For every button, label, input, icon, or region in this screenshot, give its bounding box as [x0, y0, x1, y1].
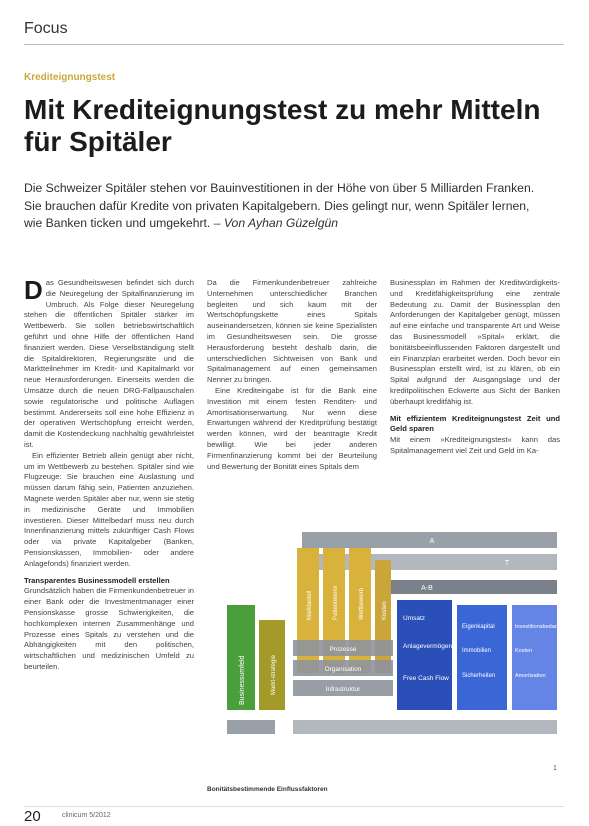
blue2-item-1: Eigenkapital: [462, 624, 495, 630]
col1-paragraph-2: Ein effizienter Betrieb allein genügt aber nicht, um im Wettbewerb zu bestehen. Spitäler sind wie Flugzeuge: Sie brauchen eine Auslastung und müssen darum fähig sein, Patienten anzuziehen. Magnete werden Spitäler aber nur, wenn sie stetig in medizinische Geräte und Immobilien investieren. Dieser Mittelbedarf muss neu durch Innenfinanzierung mittels zukünftiger Cash Flows oder via private Kapitalgeber (Banken, Pensionskassen, Immobilien- oder andere Anlagefonds) finanziert werden.: [24, 450, 194, 568]
green-block-label: Businessumfeld: [239, 655, 246, 705]
col2-paragraph-1: Da die Firmenkundenbetreuer zahlreiche Unternehmen unterschiedlicher Branchen begleiten und sich kaum mit der Wertschöpfungskette eines Spitals auseinandersetzen, können sie keine Spezialisten im Gesundheitswesen sein. Die grosse Herausforderung besteht deshalb darin, die unterschiedlichen Sichtweisen von Bank und Spitalmanagement auf einen gemeinsamen Nenner zu bringen.: [207, 278, 377, 385]
gold-bar-3-label: Wettbewerb: [359, 588, 365, 620]
drop-cap: D: [24, 275, 43, 305]
blue3-item-2: Kosten: [515, 648, 533, 654]
kicker: Krediteignungstest: [24, 72, 116, 83]
magazine-issue: clinicum 5/2012: [62, 812, 111, 819]
blue-block-3: [512, 605, 557, 710]
middle-row-3-label: Infrastruktur: [325, 686, 361, 693]
col3-paragraph-1: Businessplan im Rahmen der Kreditwürdigkeits- und Kreditfähigkeitsprüfung eine zentrale Bedeutung zu. Damit der Businessplan den Anforderungen der Kapitalgeber genügt, müssen auf eine einfache und transparente Art und Weise das Businessmodell »Spital« erklärt, die bonitätsbeeinflussenden Faktoren dargestellt und ein Finanzplan erarbeitet werden. Doch bevor ein Businessplan erstellt wird, ist zu klären, ob ein Spital aufgrund der Ausgangslage und der kreditpolitischen Eckwerte aus Sicht der Banken überhaupt kreditfähig ist.: [390, 278, 560, 406]
col3-subhead: Mit effizientem Krediteignungstest Zeit und Geld sparen: [390, 413, 560, 434]
bottom-band-left: [227, 720, 275, 734]
olive-block-label: Markt-strategie: [271, 654, 277, 695]
lead-text: Die Schweizer Spitäler stehen vor Bauinvestitionen in der Höhe von über 5 Milliarden Franken. Sie brauchen dafür Kredite von privaten Kapitalgebern. Dies gelingt nur, wenn Spitäler lernen, wie Banken ticken und umgekehrt.: [24, 181, 535, 230]
column-3: [390, 278, 560, 457]
gold-bar-2-label: Patientenmix: [333, 585, 339, 620]
blue1-item-1: Umsatz: [403, 615, 426, 622]
band-ab: [387, 580, 557, 594]
figure-caption: Bonitätsbestimmende Einflussfaktoren: [207, 786, 328, 793]
blue2-item-3: Sicherheiten: [462, 673, 496, 679]
lead-paragraph: [24, 180, 544, 233]
section-title: Focus: [24, 20, 68, 37]
footer-rule: [24, 806, 564, 807]
blue2-item-2: Immobilien: [462, 648, 492, 654]
blue3-item-3: Amortisation: [515, 673, 546, 679]
headline: Mit Krediteignungstest zu mehr Mitteln für Spitäler: [24, 94, 541, 157]
blue3-item-1: Investitionsbedarf: [515, 624, 559, 630]
gold-bar-4-label: Kosten: [382, 601, 388, 620]
gold-bar-1-label: Marktanteil: [307, 590, 313, 620]
band-a-label: A: [429, 538, 435, 545]
col3-paragraph-2: Mit einem »Krediteignungstest« kann das Spitalmanagement viel Zeit und Geld im Ka-: [390, 435, 560, 455]
diagram-figure: [207, 520, 562, 782]
figure-number: 1: [553, 765, 557, 772]
blue-block-2: [457, 605, 507, 710]
diagram-svg: [207, 520, 562, 782]
col1-paragraph-3: Grundsätzlich haben die Firmenkundenbetreuer in einer Bank oder die Investmentmanager einer Pensionskasse grosse Schwierigkeiten, die hochkomplexen internen Zusammenhänge und Prozesse eines Spitals zu verstehen und die Abhängigkeiten mit den politischen, wirtschaftlichen und medizinischen Umfeld zu beurteilen.: [24, 586, 194, 671]
column-2: [207, 278, 377, 472]
blue1-item-2: Anlagevermögen: [403, 643, 453, 650]
col1-paragraph-1: as Gesundheitswesen befindet sich durch die Neuregelung der Spitalfinanzierung im Umbruch. Als Folge dieser Neuregelung stehen die öffentlichen Spitäler stärker im Wettbewerb. Sie sollen betriebswirtschaftlich geführt und ohne Hilfe der öffentlichen Hand finanziert werden. Diese Verselbständigung stellt die Spitaldirektoren, Regierungsräte und die Marktteilnehmer im Kredit- und Kapitalmarkt vor neue Herausforderungen. Einerseits werden die Umsätze durch die neuen DRG-Fallpauschalen sowie regulatorische und politische Auflagen bestimmt. Andererseits soll eine hohe Effizienz in der operativen Wertschöpfung erreicht werden, damit die Kostendeckung nachhaltig gewährleistet ist.: [24, 278, 194, 449]
middle-row-2-label: Organisation: [324, 666, 362, 673]
band-t-label: T: [504, 560, 510, 567]
band-ab-label: A-B: [421, 585, 433, 592]
blue1-item-3: Free Cash Flow: [403, 675, 449, 682]
top-rule: [24, 44, 564, 45]
col2-paragraph-2: Eine Krediteingabe ist für die Bank eine Investition mit einem festen Renditen- und Amortisationserwartung. Nur wenn diese Erwartungen während der Kreditprüfung bestätigt werden können, wird der beantragte Kredit bewilligt. Wie bei jeder anderen Firmenfinanzierung kommt bei der Beurteilung und Bewertung der Bonität eines Spitals dem: [207, 385, 377, 471]
page-number: 20: [24, 808, 41, 825]
col1-subhead: Transparentes Businessmodell erstellen: [24, 575, 170, 585]
column-1: [24, 275, 194, 673]
middle-row-1-label: Prozesse: [329, 646, 357, 653]
bottom-band: [293, 720, 557, 734]
lead-author: – Von Ayhan Güzelgün: [213, 216, 339, 230]
